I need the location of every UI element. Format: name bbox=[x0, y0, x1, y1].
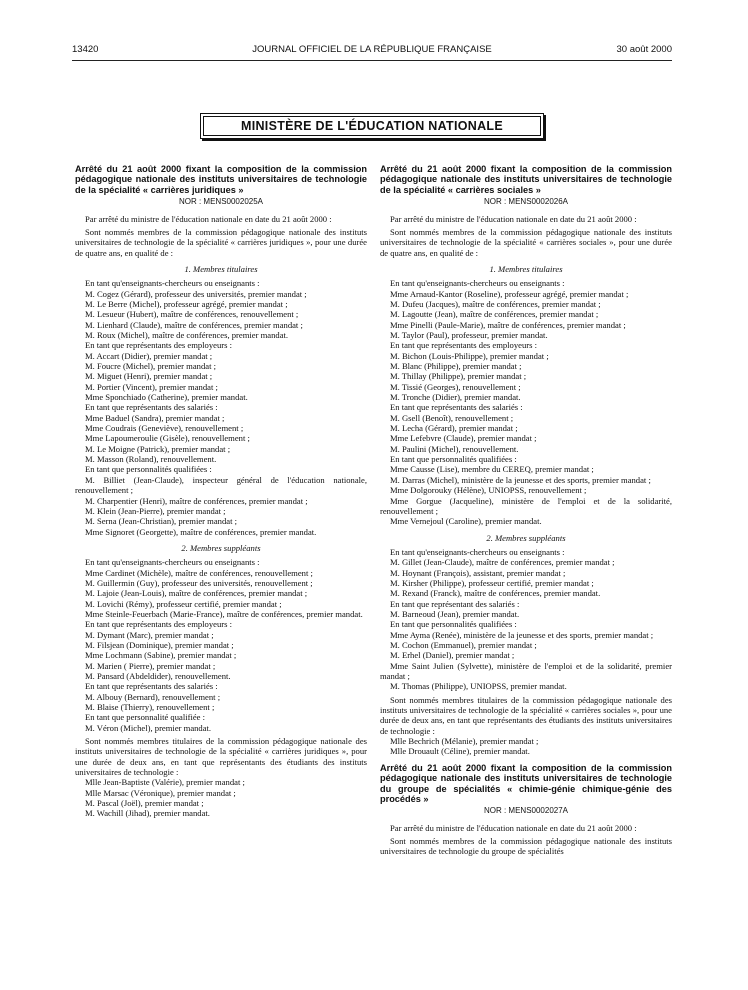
section-heading: 2. Membres suppléants bbox=[486, 532, 566, 543]
decree-intro: Par arrêté du ministre de l'éducation nationale en date du 21 août 2000 : bbox=[390, 213, 637, 224]
member-line: Mme Lefebvre (Claude), premier mandat ; bbox=[390, 433, 537, 444]
member-line: Mlle Marsac (Véronique), premier mandat ; bbox=[85, 787, 236, 798]
member-line: M. Véron (Michel), premier mandat. bbox=[85, 722, 212, 733]
member-line: En tant que représentants des salariés : bbox=[390, 402, 523, 413]
member-line: M. Guillermin (Guy), professeur des universités, renouvellement ; bbox=[85, 577, 313, 588]
right-column bbox=[380, 164, 672, 857]
member-line: M. Erhel (Daniel), premier mandat ; bbox=[390, 650, 515, 661]
member-list bbox=[380, 736, 672, 757]
member-line: M. Dymant (Marc), premier mandat ; bbox=[85, 629, 214, 640]
member-line: M. Rexand (Franck), maître de conférences, premier mandat. bbox=[390, 588, 601, 599]
member-line: En tant que représentants des employeurs : bbox=[390, 340, 538, 351]
member-line: Mlle Bechrich (Mélanie), premier mandat ; bbox=[390, 736, 539, 747]
member-line: En tant que représentants des employeurs : bbox=[85, 340, 233, 351]
member-line: M. Charpentier (Henri), maître de conférences, premier mandat ; bbox=[85, 495, 308, 506]
member-line: M. Hoynant (François), assistant, premier mandat ; bbox=[390, 567, 566, 578]
member-line: M. Roux (Michel), maître de conférences, premier mandat. bbox=[85, 330, 289, 340]
member-line: M. Pascal (Joël), premier mandat ; bbox=[85, 798, 204, 809]
member-line: M. Billiet (Jean-Claude), inspecteur général de l'éducation nationale, renouvellement ; bbox=[75, 474, 367, 496]
member-line: En tant que personnalités qualifiées : bbox=[390, 454, 517, 465]
member-list bbox=[380, 547, 672, 692]
member-line: M. Lajoie (Jean-Louis), maître de conférences, premier mandat ; bbox=[85, 588, 308, 599]
member-line: Mme Ayma (Renée), ministère de la jeunesse et des sports, premier mandat ; bbox=[390, 629, 654, 640]
member-line: M. Miguet (Henri), premier mandat ; bbox=[85, 371, 213, 382]
decree-title: Arrêté du 21 août 2000 fixant la composition de la commission pédagogique nationale des instituts universitaires de technologie de la spécialité « carrières juridiques » bbox=[75, 164, 367, 195]
member-line: M. Darras (Michel), ministère de la jeunesse et des sports, premier mandat ; bbox=[390, 474, 651, 485]
member-line: M. Dufeu (Jacques), maître de conférences, premier mandat ; bbox=[390, 298, 601, 309]
decree-nor: NOR : MENS0002025A bbox=[178, 197, 264, 207]
member-line: En tant qu'enseignants-chercheurs ou enseignants : bbox=[390, 546, 565, 557]
member-line: En tant qu'enseignants-chercheurs ou enseignants : bbox=[390, 278, 565, 289]
member-line: En tant que représentant des salariés : bbox=[390, 598, 520, 609]
member-line: M. Klein (Jean-Pierre), premier mandat ; bbox=[85, 505, 226, 516]
decree-title: Arrêté du 21 août 2000 fixant la composition de la commission pédagogique nationale des instituts universitaires de technologie de la spécialité « carrières sociales » bbox=[380, 164, 672, 195]
member-line: Mme Vernejoul (Caroline), premier mandat. bbox=[390, 516, 542, 527]
decree-nor: NOR : MENS0002027A bbox=[483, 806, 569, 816]
section-heading: 1. Membres titulaires bbox=[184, 263, 258, 274]
publication-date: 30 août 2000 bbox=[616, 44, 672, 55]
member-list bbox=[75, 777, 367, 818]
member-line: Mme Signoret (Georgette), maître de conférences, premier mandat. bbox=[85, 526, 317, 537]
member-line: Mme Lochmann (Sabine), premier mandat ; bbox=[85, 650, 237, 661]
member-line: M. Wachill (Jihad), premier mandat. bbox=[85, 808, 210, 819]
member-line: En tant que représentants des salariés : bbox=[85, 402, 218, 413]
member-line: Mme Pinelli (Paule-Marie), maître de conférences, premier mandat ; bbox=[390, 319, 626, 330]
member-line: Mme Steinle-Feuerbach (Marie-France), maître de conférences, premier mandat. bbox=[85, 608, 363, 619]
ministry-banner bbox=[200, 113, 544, 139]
section-heading: 1. Membres titulaires bbox=[489, 263, 563, 274]
member-line: Mme Coudrais (Geneviève), renouvellement ; bbox=[85, 423, 244, 434]
member-line: M. Blanc (Philippe), premier mandat ; bbox=[390, 361, 522, 372]
member-line: M. Barneoud (Jean), premier mandat. bbox=[390, 608, 520, 619]
member-line: M. Serna (Jean-Christian), premier mandat ; bbox=[85, 516, 238, 527]
member-line: M. Cogez (Gérard), professeur des universités, premier mandat ; bbox=[85, 288, 307, 299]
member-line: M. Lecha (Gérard), premier mandat ; bbox=[390, 423, 518, 434]
decree-paragraph: Sont nommés membres titulaires de la commission pédagogique nationale des instituts universitaires de technologie de la spécialité « carrières sociales », pour une durée de deux ans, en tant que représentants des étudiants des instituts universitaires de technologie : bbox=[380, 694, 672, 736]
ministry-title: MINISTÈRE DE L'ÉDUCATION NATIONALE bbox=[203, 116, 541, 136]
member-line: M. Pansard (Abdeldider), renouvellement. bbox=[85, 671, 231, 681]
member-line: M. Thomas (Philippe), UNIOPSS, premier mandat. bbox=[390, 681, 567, 692]
member-line: En tant que personnalité qualifiée : bbox=[85, 712, 206, 723]
member-line: M. Lienhard (Claude), maître de conférences, premier mandat ; bbox=[85, 319, 303, 330]
left-column bbox=[75, 164, 367, 819]
member-line: Mme Sponchiado (Catherine), premier mandat. bbox=[85, 392, 248, 403]
member-line: Mlle Drouault (Céline), premier mandat. bbox=[390, 746, 530, 757]
member-line: M. Le Moigne (Patrick), premier mandat ; bbox=[85, 443, 231, 454]
member-list bbox=[75, 557, 367, 733]
member-list bbox=[380, 278, 672, 526]
member-line: Mme Causse (Lise), membre du CEREQ, premier mandat ; bbox=[390, 464, 594, 475]
decree-paragraph: Sont nommés membres titulaires de la commission pédagogique nationale des instituts universitaires de technologie de la spécialité « carrières juridiques », pour une durée de deux ans, en tant que représentants des étudiants des instituts universitaires de technologie : bbox=[75, 736, 367, 778]
member-line: M. Gsell (Benoît), renouvellement ; bbox=[390, 412, 514, 423]
member-line: M. Cochon (Emmanuel), premier mandat ; bbox=[390, 639, 537, 650]
member-line: M. Kirsher (Philippe), professeur certifié, premier mandat ; bbox=[390, 577, 594, 588]
page-number: 13420 bbox=[72, 44, 99, 55]
member-line: Mme Gorgue (Jacqueline), ministère de l'emploi et de la solidarité, renouvellement ; bbox=[380, 495, 672, 516]
member-line: En tant qu'enseignants-chercheurs ou enseignants : bbox=[85, 278, 260, 289]
member-line: M. Tissié (Georges), renouvellement ; bbox=[390, 381, 521, 392]
member-line: Mlle Jean-Baptiste (Valérie), premier mandat ; bbox=[85, 777, 245, 788]
member-line: M. Portier (Vincent), premier mandat ; bbox=[85, 381, 218, 392]
member-line: M. Filsjean (Dominique), premier mandat ; bbox=[85, 639, 234, 650]
member-line: M. Accart (Didier), premier mandat ; bbox=[85, 350, 213, 361]
member-line: En tant que personnalités qualifiées : bbox=[85, 464, 212, 475]
member-line: Mme Cardinet (Michèle), maître de conférences, renouvellement ; bbox=[85, 567, 313, 578]
member-line: En tant qu'enseignants-chercheurs ou enseignants : bbox=[85, 557, 260, 568]
decree-paragraph: Sont nommés membres de la commission pédagogique nationale des instituts universitaires de technologie du groupe de spécialités bbox=[380, 836, 672, 857]
member-line: M. Paulini (Michel), renouvellement. bbox=[390, 443, 519, 454]
member-line: Mme Saint Julien (Sylvette), ministère de l'emploi et de la solidarité, premier mandat ; bbox=[380, 660, 672, 681]
member-line: M. Bichon (Louis-Philippe), premier mandat ; bbox=[390, 350, 549, 361]
member-line: M. Taylor (Paul), professeur, premier mandat. bbox=[390, 330, 548, 340]
decree-nor: NOR : MENS0002026A bbox=[483, 197, 569, 207]
member-line: M. Thillay (Philippe), premier mandat ; bbox=[390, 371, 527, 382]
decree-paragraph: Sont nommés membres de la commission pédagogique nationale des instituts universitaires de technologie de la spécialité « carrières juridiques », pour une durée de quatre ans, en qualité de : bbox=[75, 226, 367, 258]
member-line: M. Masson (Roland), renouvellement. bbox=[85, 454, 217, 465]
member-line: En tant que représentants des salariés : bbox=[85, 681, 218, 692]
member-line: M. Le Berre (Michel), professeur agrégé, premier mandat ; bbox=[85, 298, 288, 309]
member-line: M. Lagoutte (Jean), maître de conférences, premier mandat ; bbox=[390, 309, 599, 320]
header-rule bbox=[72, 60, 672, 61]
member-line: M. Foucre (Michel), premier mandat ; bbox=[85, 361, 217, 372]
member-line: M. Albouy (Bernard), renouvellement ; bbox=[85, 691, 221, 702]
decree-title: Arrêté du 21 août 2000 fixant la composition de la commission pédagogique nationale des instituts universitaires de technologie du groupe de spécialités « chimie-génie chimique-génie des procédés » bbox=[380, 762, 672, 804]
member-line: En tant que représentants des employeurs : bbox=[85, 619, 233, 630]
member-line: Mme Arnaud-Kantor (Roseline), professeur agrégé, premier mandat ; bbox=[390, 288, 629, 299]
member-line: M. Blaise (Thierry), renouvellement ; bbox=[85, 702, 215, 713]
member-line: Mme Lapoumeroulie (Gisèle), renouvellement ; bbox=[85, 433, 250, 444]
member-line: M. Lovichi (Rémy), professeur certifié, premier mandat ; bbox=[85, 598, 282, 609]
member-line: M. Gillet (Jean-Claude), maître de conférences, premier mandat ; bbox=[390, 557, 615, 568]
page-header bbox=[72, 44, 672, 58]
decree-intro: Par arrêté du ministre de l'éducation nationale en date du 21 août 2000 : bbox=[85, 213, 332, 224]
decree-intro: Par arrêté du ministre de l'éducation nationale en date du 21 août 2000 : bbox=[390, 822, 637, 833]
decree-paragraph: Sont nommés membres de la commission pédagogique nationale des instituts universitaires de technologie de la spécialité « carrières sociales », pour une durée de quatre ans, en qualité de : bbox=[380, 226, 672, 258]
member-line: Mme Dolgorouky (Hélène), UNIOPSS, renouvellement ; bbox=[390, 485, 587, 496]
member-line: M. Lesueur (Hubert), maître de conférences, renouvellement ; bbox=[85, 309, 299, 320]
member-line: Mme Baduel (Sandra), premier mandat ; bbox=[85, 412, 225, 423]
section-heading: 2. Membres suppléants bbox=[181, 542, 261, 553]
journal-title: JOURNAL OFFICIEL DE LA RÉPUBLIQUE FRANÇAISE bbox=[252, 44, 492, 55]
member-line: En tant que personnalités qualifiées : bbox=[390, 619, 517, 630]
member-list bbox=[75, 278, 367, 537]
member-line: M. Marien ( Pierre), premier mandat ; bbox=[85, 660, 216, 671]
member-line: M. Tronche (Didier), premier mandat. bbox=[390, 392, 521, 403]
